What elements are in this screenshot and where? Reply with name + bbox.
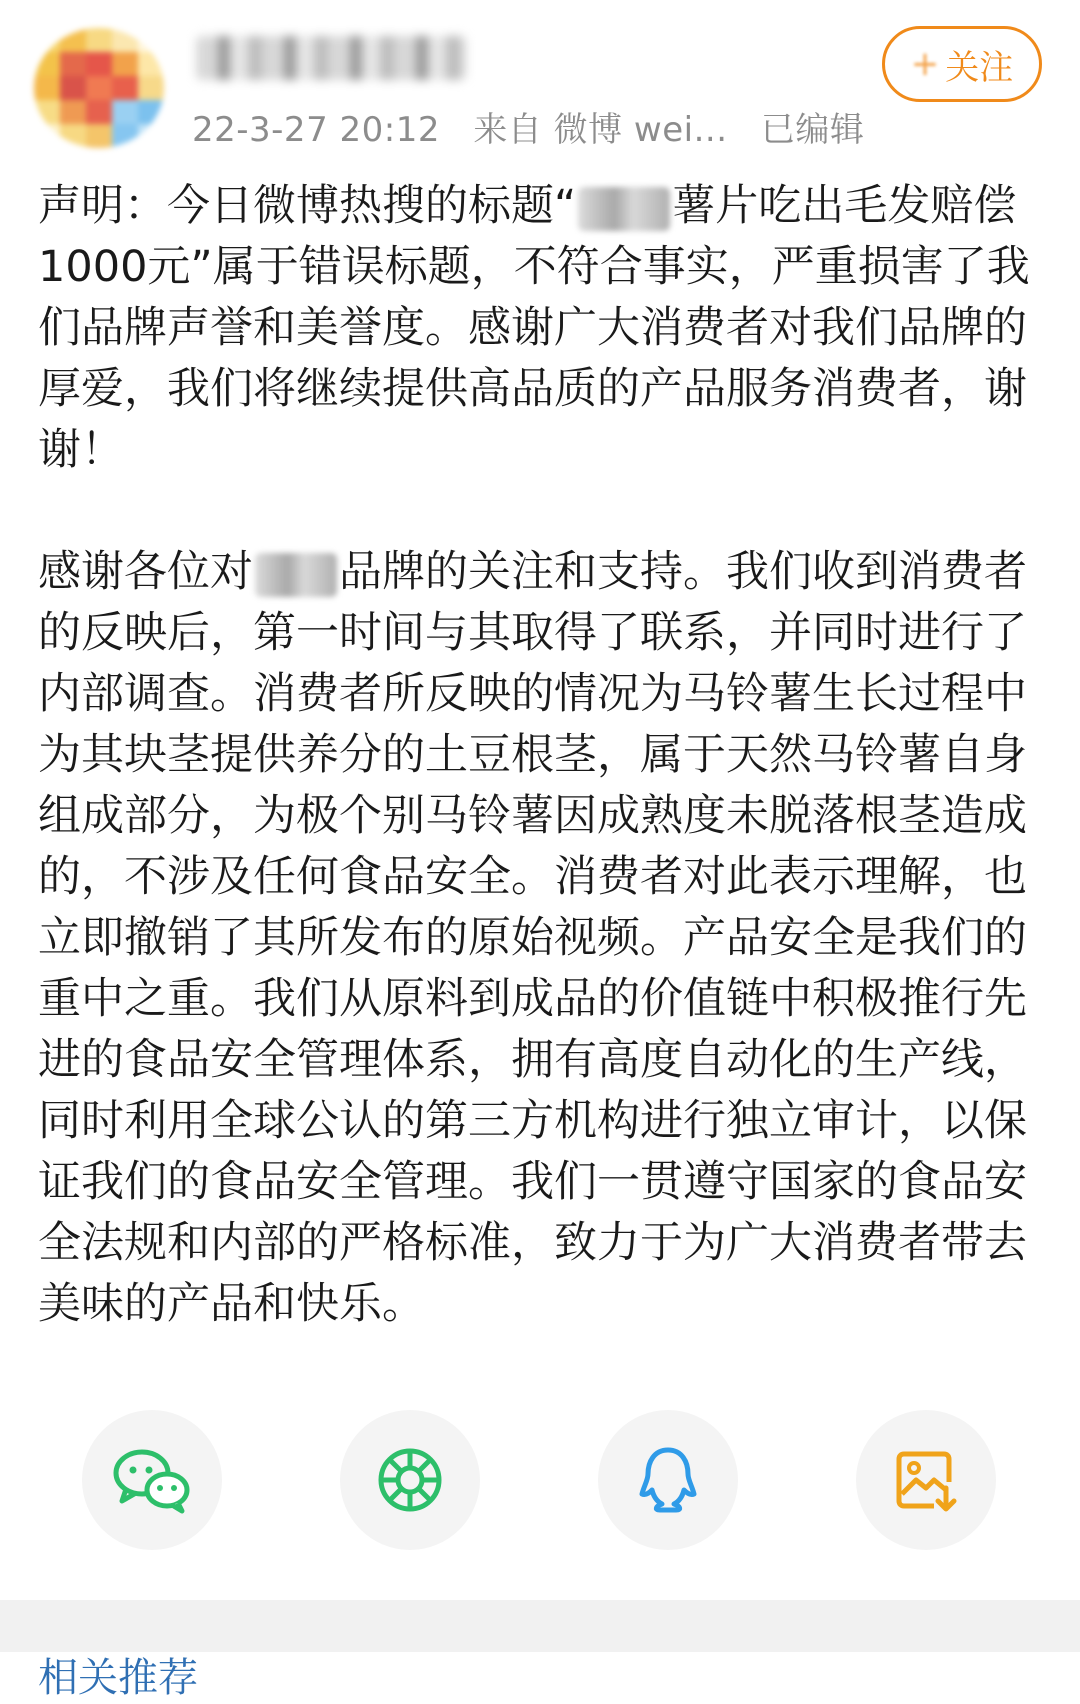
paragraph-gap [38,481,1048,542]
share-qq-button[interactable] [598,1410,738,1550]
username-redacted[interactable] [196,36,466,80]
explanation-paragraph [38,542,1048,1335]
moments-icon [375,1445,445,1515]
section-divider [0,1600,1080,1652]
share-moments-button[interactable] [340,1410,480,1550]
save-image-icon [894,1448,958,1512]
explanation-text-start: 感谢各位对 [38,547,253,597]
post-source[interactable]: 来自 微博 wei... [473,110,728,150]
avatar[interactable] [34,28,164,148]
share-row [0,1410,1080,1550]
statement-paragraph [38,176,1048,481]
redacted-brand [255,553,337,597]
timestamp: 22-3-27 20:12 [192,110,440,150]
explanation-text-rest: 品牌的关注和支持。我们收到消费者的反映后，第一时间与其取得了联系，并同时进行了内部调查。消费者所反映的情况为马铃薯生长过程中为其块茎提供养分的土豆根茎，属于天然马铃薯自身组成部分，为极个别马铃薯因成熟度未脱落根茎造成的，不涉及任何食品安全。消费者对此表示理解，也立即撤销了其所发布的原始视频。产品安全是我们的重中之重。我们从原料到成品的价值链中积极推行先进的食品安全管理体系，拥有高度自动化的生产线，同时利用全球公认的第三方机构进行独立审计，以保证我们的食品安全管理。我们一贯遵守国家的食品安全法规和内部的严格标准，致力于为广大消费者带去美味的产品和快乐。 [38,547,1027,1329]
wechat-icon [112,1445,192,1515]
qq-icon [636,1444,700,1516]
share-wechat-button[interactable] [82,1410,222,1550]
edited-label[interactable]: 已编辑 [760,110,865,150]
plus-icon: + [910,44,940,84]
statement-text-start: 声明：今日微博热搜的标题“ [38,181,577,231]
follow-button[interactable] [882,26,1042,102]
save-image-button[interactable] [856,1410,996,1550]
post-body [38,176,1048,1335]
related-recommendations-title[interactable]: 相关推荐 [38,1655,198,1701]
statement-text-rest: 薯片吃出毛发赔偿1000元”属于错误标题，不符合事实，严重损害了我们品牌声誉和美誉度。感谢广大消费者对我们品牌的厚爱，我们将继续提供高品质的产品服务消费者，谢谢！ [38,181,1030,475]
follow-label: 关注 [945,47,1014,88]
post-meta [192,102,886,151]
redacted-brand [578,187,670,231]
post-header [0,0,1080,160]
